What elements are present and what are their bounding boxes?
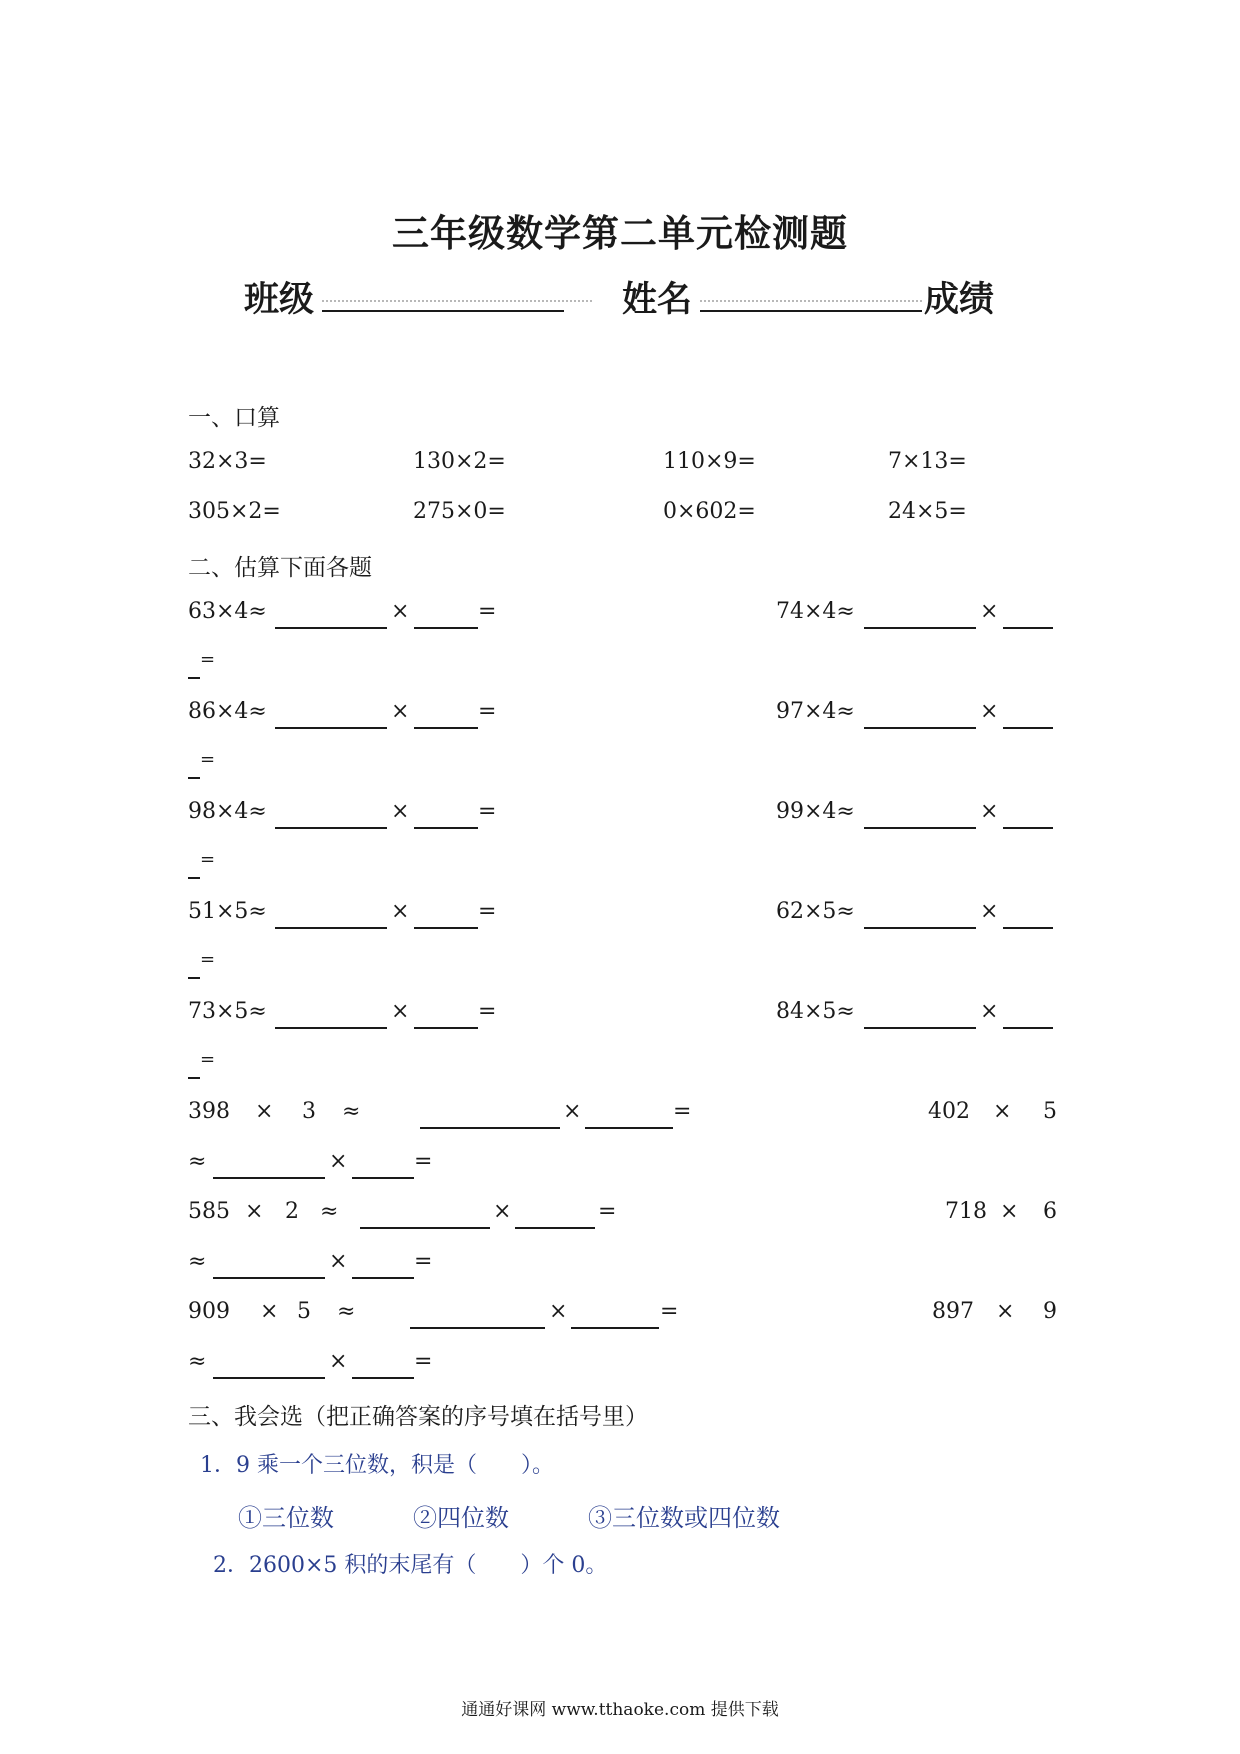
estimate-problem: 98×4≈ bbox=[188, 799, 267, 824]
answer-blank[interactable] bbox=[515, 1227, 595, 1229]
oral-problem: 7×13= bbox=[888, 449, 967, 474]
answer-blank[interactable] bbox=[1003, 827, 1053, 829]
class-blank-dots bbox=[322, 300, 592, 302]
times-sign: × bbox=[391, 899, 410, 924]
answer-blank[interactable] bbox=[585, 1127, 673, 1129]
times-sign: × bbox=[391, 999, 410, 1024]
answer-blank[interactable] bbox=[414, 1027, 478, 1029]
problem-token: × bbox=[1000, 1199, 1019, 1224]
problem-token: ≈ bbox=[342, 1099, 361, 1124]
class-label: 班级 bbox=[244, 280, 315, 320]
answer-blank[interactable] bbox=[1003, 727, 1053, 729]
oral-problem: 0×602= bbox=[663, 499, 756, 524]
times-sign: × bbox=[329, 1349, 348, 1374]
problem-token: 897 bbox=[932, 1299, 974, 1324]
equals-sign: = bbox=[200, 749, 216, 770]
equals-sign: = bbox=[478, 999, 497, 1024]
choice-question-1: 1．9 乘一个三位数，积是（ ）。 bbox=[200, 1453, 554, 1478]
equals-sign: = bbox=[200, 949, 216, 970]
problem-token: 585 bbox=[188, 1199, 230, 1224]
name-blank-dots bbox=[700, 300, 922, 302]
answer-blank[interactable] bbox=[410, 1327, 545, 1329]
estimate-problem: 51×5≈ bbox=[188, 899, 267, 924]
answer-blank[interactable] bbox=[864, 1027, 976, 1029]
name-blank[interactable] bbox=[700, 310, 922, 312]
approx-sign: ≈ bbox=[188, 1149, 207, 1174]
problem-token: × bbox=[996, 1299, 1015, 1324]
problem-token: 5 bbox=[1043, 1099, 1057, 1124]
equals-sign: = bbox=[660, 1299, 679, 1324]
times-sign: × bbox=[549, 1299, 568, 1324]
problem-token: 398 bbox=[188, 1099, 230, 1124]
answer-blank[interactable] bbox=[360, 1227, 490, 1229]
estimate-problem: 62×5≈ bbox=[776, 899, 855, 924]
answer-blank[interactable] bbox=[414, 927, 478, 929]
problem-token: 402 bbox=[928, 1099, 970, 1124]
answer-blank[interactable] bbox=[414, 727, 478, 729]
problem-token: × bbox=[260, 1299, 279, 1324]
answer-blank[interactable] bbox=[420, 1127, 560, 1129]
estimate-problem: 86×4≈ bbox=[188, 699, 267, 724]
choice-option[interactable]: ③三位数或四位数 bbox=[588, 1504, 780, 1532]
estimate-problem: 99×4≈ bbox=[776, 799, 855, 824]
times-sign: × bbox=[563, 1099, 582, 1124]
oral-problem: 275×0= bbox=[413, 499, 506, 524]
answer-blank[interactable] bbox=[864, 727, 976, 729]
score-label: 成绩 bbox=[924, 280, 995, 320]
answer-blank[interactable] bbox=[352, 1377, 414, 1379]
problem-token: ≈ bbox=[337, 1299, 356, 1324]
answer-blank[interactable] bbox=[571, 1327, 659, 1329]
answer-blank[interactable] bbox=[188, 777, 200, 779]
approx-sign: ≈ bbox=[188, 1249, 207, 1274]
answer-blank[interactable] bbox=[188, 977, 200, 979]
answer-blank[interactable] bbox=[352, 1277, 414, 1279]
problem-token: 6 bbox=[1043, 1199, 1057, 1224]
problem-token: × bbox=[993, 1099, 1012, 1124]
equals-sign: = bbox=[598, 1199, 617, 1224]
choice-question-2: 2．2600×5 积的末尾有（ ）个 0。 bbox=[213, 1553, 608, 1578]
equals-sign: = bbox=[478, 899, 497, 924]
answer-blank[interactable] bbox=[864, 627, 976, 629]
answer-blank[interactable] bbox=[864, 927, 976, 929]
equals-sign: = bbox=[478, 699, 497, 724]
times-sign: × bbox=[391, 799, 410, 824]
choice-option[interactable]: ①三位数 bbox=[238, 1504, 334, 1532]
answer-blank[interactable] bbox=[213, 1277, 325, 1279]
answer-blank[interactable] bbox=[1003, 927, 1053, 929]
oral-problem: 305×2= bbox=[188, 499, 281, 524]
estimate-problem: 84×5≈ bbox=[776, 999, 855, 1024]
section-heading: 一、口算 bbox=[188, 405, 280, 431]
times-sign: × bbox=[980, 899, 999, 924]
problem-token: 909 bbox=[188, 1299, 230, 1324]
equals-sign: = bbox=[200, 849, 216, 870]
problem-token: 3 bbox=[302, 1099, 316, 1124]
estimate-problem: 74×4≈ bbox=[776, 599, 855, 624]
oral-problem: 130×2= bbox=[413, 449, 506, 474]
estimate-problem: 97×4≈ bbox=[776, 699, 855, 724]
problem-token: × bbox=[255, 1099, 274, 1124]
equals-sign: = bbox=[200, 1049, 216, 1070]
times-sign: × bbox=[980, 699, 999, 724]
times-sign: × bbox=[980, 799, 999, 824]
answer-blank[interactable] bbox=[213, 1177, 325, 1179]
times-sign: × bbox=[391, 699, 410, 724]
answer-blank[interactable] bbox=[188, 877, 200, 879]
answer-blank[interactable] bbox=[275, 1027, 387, 1029]
problem-token: × bbox=[245, 1199, 264, 1224]
answer-blank[interactable] bbox=[188, 1077, 200, 1079]
answer-blank[interactable] bbox=[1003, 1027, 1053, 1029]
oral-problem: 110×9= bbox=[663, 449, 756, 474]
answer-blank[interactable] bbox=[275, 927, 387, 929]
answer-blank[interactable] bbox=[352, 1177, 414, 1179]
equals-sign: = bbox=[414, 1349, 433, 1374]
equals-sign: = bbox=[673, 1099, 692, 1124]
problem-token: 9 bbox=[1043, 1299, 1057, 1324]
oral-problem: 32×3= bbox=[188, 449, 267, 474]
answer-blank[interactable] bbox=[275, 827, 387, 829]
problem-token: 718 bbox=[945, 1199, 987, 1224]
equals-sign: = bbox=[478, 799, 497, 824]
times-sign: × bbox=[391, 599, 410, 624]
estimate-problem: 63×4≈ bbox=[188, 599, 267, 624]
page-title: 三年级数学第二单元检测题 bbox=[392, 212, 848, 255]
section-heading: 二、估算下面各题 bbox=[188, 555, 372, 581]
class-blank[interactable] bbox=[322, 310, 564, 312]
estimate-problem: 73×5≈ bbox=[188, 999, 267, 1024]
times-sign: × bbox=[980, 999, 999, 1024]
answer-blank[interactable] bbox=[1003, 627, 1053, 629]
problem-token: 2 bbox=[285, 1199, 299, 1224]
times-sign: × bbox=[329, 1149, 348, 1174]
section-heading: 三、我会选（把正确答案的序号填在括号里） bbox=[188, 1404, 648, 1430]
answer-blank[interactable] bbox=[188, 677, 200, 679]
times-sign: × bbox=[980, 599, 999, 624]
answer-blank[interactable] bbox=[864, 827, 976, 829]
name-label: 姓名 bbox=[622, 280, 693, 320]
page-footer: 通通好课网 www.tthaoke.com 提供下载 bbox=[461, 1700, 779, 1720]
problem-token: 5 bbox=[297, 1299, 311, 1324]
equals-sign: = bbox=[478, 599, 497, 624]
equals-sign: = bbox=[414, 1249, 433, 1274]
oral-problem: 24×5= bbox=[888, 499, 967, 524]
approx-sign: ≈ bbox=[188, 1349, 207, 1374]
answer-blank[interactable] bbox=[414, 827, 478, 829]
equals-sign: = bbox=[200, 649, 216, 670]
answer-blank[interactable] bbox=[275, 727, 387, 729]
answer-blank[interactable] bbox=[414, 627, 478, 629]
answer-blank[interactable] bbox=[213, 1377, 325, 1379]
equals-sign: = bbox=[414, 1149, 433, 1174]
times-sign: × bbox=[493, 1199, 512, 1224]
choice-option[interactable]: ②四位数 bbox=[413, 1504, 509, 1532]
problem-token: ≈ bbox=[320, 1199, 339, 1224]
answer-blank[interactable] bbox=[275, 627, 387, 629]
times-sign: × bbox=[329, 1249, 348, 1274]
